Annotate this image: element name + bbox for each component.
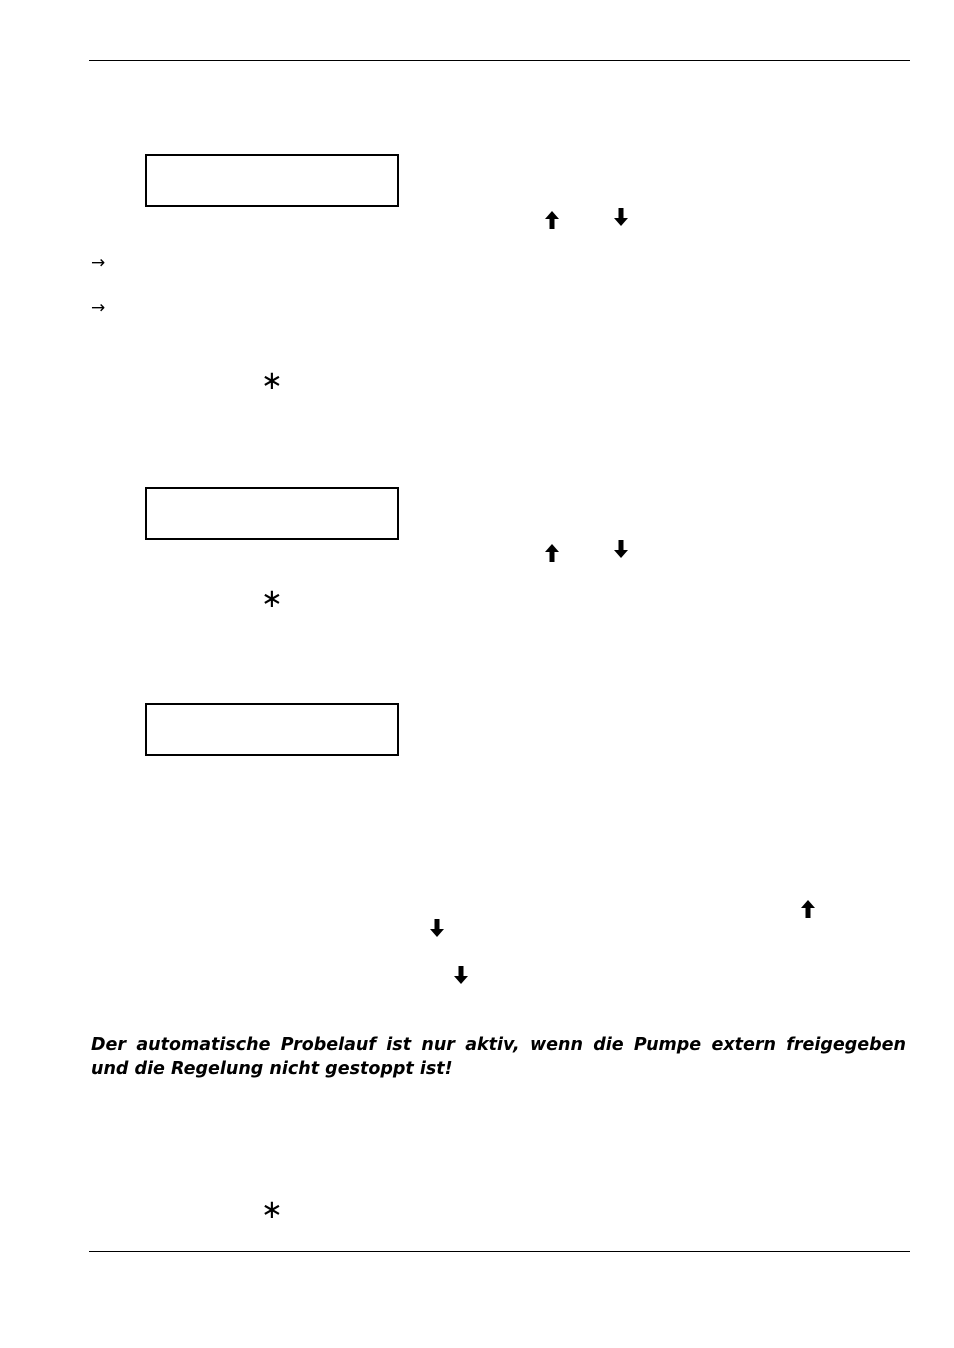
arrow-down-icon bbox=[429, 918, 445, 938]
arrow-down-icon bbox=[613, 207, 629, 227]
arrow-down-icon bbox=[453, 965, 469, 985]
asterisk-icon: ∗ bbox=[261, 366, 283, 396]
lcd-display-1 bbox=[145, 154, 399, 207]
arrow-right-icon: → bbox=[91, 298, 106, 318]
arrow-up-icon bbox=[544, 543, 560, 563]
arrow-down-icon bbox=[613, 539, 629, 559]
warning-note: Der automatische Probelauf ist nur aktiv, wenn die Pumpe extern freigegeben und die Regelung nicht gestoppt ist! bbox=[91, 1035, 906, 1079]
arrow-right-icon: → bbox=[91, 253, 106, 273]
footer-rule bbox=[89, 1251, 910, 1252]
lcd-display-2 bbox=[145, 487, 399, 540]
header-rule bbox=[89, 60, 910, 61]
asterisk-icon: ∗ bbox=[261, 1195, 283, 1225]
arrow-up-icon bbox=[800, 899, 816, 919]
arrow-up-icon bbox=[544, 210, 560, 230]
asterisk-icon: ∗ bbox=[261, 584, 283, 614]
lcd-display-3 bbox=[145, 703, 399, 756]
